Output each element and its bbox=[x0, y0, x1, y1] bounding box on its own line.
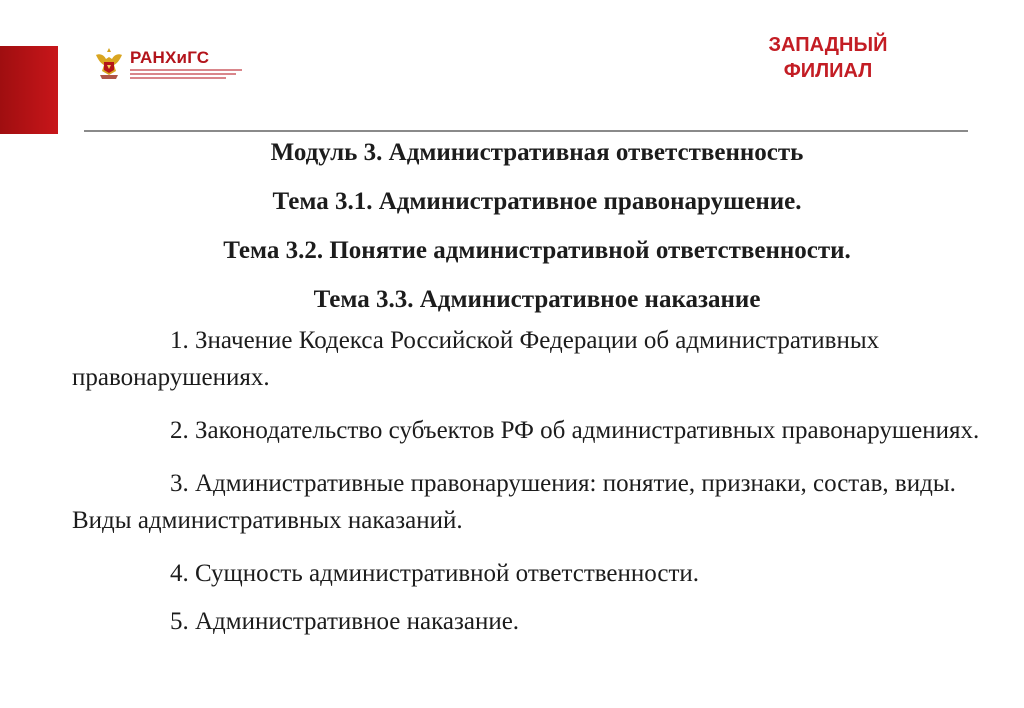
branch-label bbox=[744, 32, 912, 84]
questions-list bbox=[72, 322, 1012, 651]
list-item: 3. Административные правонарушения: понятие, признаки, состав, виды. Виды административных наказаний. bbox=[72, 470, 956, 534]
list-item: 2. Законодательство субъектов РФ об административных правонарушениях. bbox=[170, 417, 980, 444]
eagle-emblem-icon bbox=[92, 45, 126, 83]
list-item: 1. Значение Кодекса Российской Федерации об административных правонарушениях. bbox=[72, 327, 880, 391]
list-item: 5. Административное наказание. bbox=[170, 608, 520, 635]
headings-block bbox=[72, 128, 1002, 324]
topic-heading: Тема 3.3. Административное наказание bbox=[313, 285, 761, 313]
logo-subtitle-lines bbox=[130, 69, 242, 79]
topic-heading: Тема 3.2. Понятие административной ответственности. bbox=[223, 236, 851, 264]
branch-line-2: ФИЛИАЛ bbox=[783, 60, 873, 82]
accent-bar bbox=[0, 46, 58, 134]
logo-name: РАНХиГС bbox=[130, 48, 210, 67]
module-title: Модуль 3. Административная ответственность bbox=[270, 138, 804, 166]
branch-line-1: ЗАПАДНЫЙ bbox=[768, 34, 888, 56]
ranepa-logo bbox=[92, 44, 242, 84]
list-item: 4. Сущность административной ответственности. bbox=[170, 560, 700, 587]
topic-heading: Тема 3.1. Административное правонарушение. bbox=[272, 187, 802, 215]
